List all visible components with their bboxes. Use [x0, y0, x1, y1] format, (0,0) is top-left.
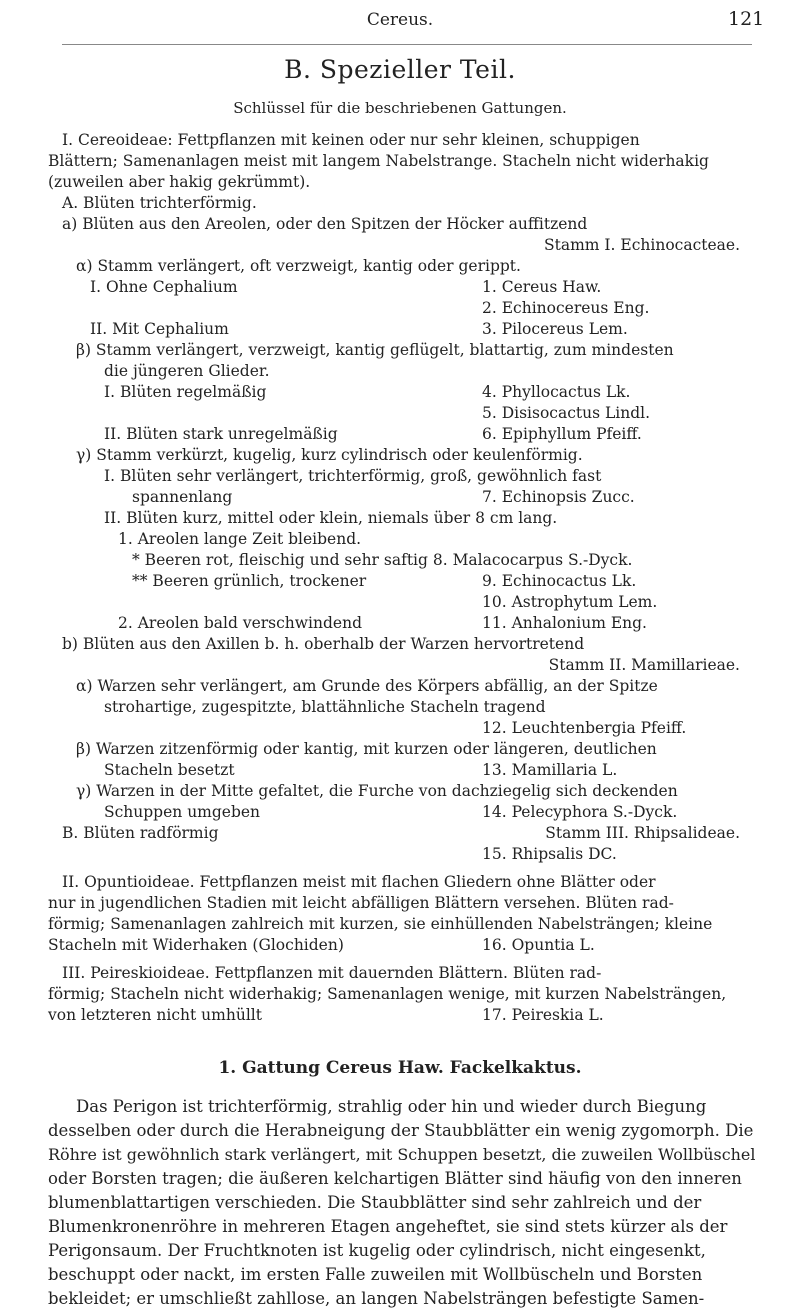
key-line: II. Blüten stark unregelmäßig	[104, 425, 338, 443]
key-line: förmig; Samenanlagen zahlreich mit kurzen, sie einhüllenden Nabelsträngen; kleine	[48, 915, 713, 933]
key-line: I. Blüten sehr verlängert, trichterförmig, groß, gewöhnlich fast	[104, 467, 602, 485]
key-genus: 17. Peireskia L.	[482, 1006, 604, 1024]
key-line: I. Cereoideae: Fettpflanzen mit keinen oder nur sehr kleinen, schuppigen	[62, 131, 640, 149]
key-line: II. Opuntioideae. Fettpflanzen meist mit flachen Gliedern ohne Blätter oder	[62, 873, 656, 891]
key-line: ** Beeren grünlich, trockener	[132, 572, 367, 590]
key-genus: 12. Leuchtenbergia Pfeiff.	[482, 719, 687, 737]
key-genus: 10. Astrophytum Lem.	[482, 593, 658, 611]
page-number: 121	[728, 8, 765, 30]
key-genus: 1. Cereus Haw.	[482, 278, 602, 296]
key-genus: 11. Anhalonium Eng.	[482, 614, 647, 632]
key-line: Stamm II. Mamillarieae.	[548, 656, 740, 674]
key-line: α) Warzen sehr verlängert, am Grunde des Körpers abfällig, an der Spitze	[76, 677, 658, 695]
key-line: I. Ohne Cephalium	[90, 278, 238, 296]
key-line: II. Blüten kurz, mittel oder klein, niemals über 8 cm lang.	[104, 509, 558, 527]
text-line: beschuppt oder nackt, im ersten Falle zuweilen mit Wollbüscheln und Borsten	[48, 1265, 703, 1284]
key-line: Stamm I. Echinocacteae.	[544, 236, 740, 254]
key-genus: 5. Disisocactus Lindl.	[482, 404, 651, 422]
text-line: Röhre ist gewöhnlich stark verlängert, mit Schuppen besetzt, die zuweilen Wollbüschel	[48, 1145, 756, 1164]
key-genus: 15. Rhipsalis DC.	[482, 845, 617, 863]
key-line: α) Stamm verlängert, oft verzweigt, kantig oder gerippt.	[76, 257, 521, 275]
key-line: III. Peireskioideae. Fettpflanzen mit dauernden Blättern. Blüten rad-	[62, 964, 602, 982]
text-line: Perigonsaum. Der Fruchtknoten ist kugelig oder cylindrisch, nicht eingesenkt,	[48, 1241, 706, 1260]
key-line: a) Blüten aus den Areolen, oder den Spitzen der Höcker auffitzend	[62, 215, 588, 233]
section-subtitle: Schlüssel für die beschriebenen Gattungen.	[233, 99, 567, 117]
running-header-title: Cereus.	[366, 10, 434, 30]
key-line: b) Blüten aus den Axillen b. h. oberhalb der Warzen hervortretend	[62, 635, 585, 653]
text-line: Das Perigon ist trichterförmig, strahlig oder hin und wieder durch Biegung	[76, 1097, 707, 1116]
key-line: β) Stamm verlängert, verzweigt, kantig geflügelt, blattartig, zum mindesten	[76, 341, 674, 359]
key-genus: 9. Echinocactus Lk.	[482, 572, 637, 590]
key-line: γ) Stamm verkürzt, kugelig, kurz cylindrisch oder keulenförmig.	[76, 446, 583, 464]
key-genus: 2. Echinocereus Eng.	[482, 299, 650, 317]
text-line: oder Borsten tragen; die äußeren kelchartigen Blätter sind häufig von den inneren	[48, 1169, 742, 1188]
key-line: * Beeren rot, fleischig und sehr saftig 8. Malacocarpus S.-Dyck.	[132, 551, 633, 569]
key-line: Stacheln besetzt	[104, 761, 235, 779]
key-line: A. Blüten trichterförmig.	[62, 194, 257, 212]
key-genus: 14. Pelecyphora S.-Dyck.	[482, 803, 678, 821]
key-line: γ) Warzen in der Mitte gefaltet, die Furche von dachziegelig sich deckenden	[76, 782, 678, 800]
genus-heading: 1. Gattung Cereus Haw. Fackelkaktus.	[218, 1058, 582, 1078]
text-line: desselben oder durch die Herabneigung der Staubblätter ein wenig zygomorph. Die	[48, 1121, 754, 1140]
key-line: förmig; Stacheln nicht widerhakig; Samenanlagen wenige, mit kurzen Nabelsträngen,	[48, 985, 727, 1003]
text-line: blumenblattartigen verschieden. Die Staubblätter sind sehr zahlreich und der	[48, 1193, 702, 1212]
text-line: bekleidet; er umschließt zahllose, an langen Nabelsträngen befestigte Samen-	[48, 1289, 705, 1308]
key-genus: 4. Phyllocactus Lk.	[482, 383, 631, 401]
key-line: strohartige, zugespitzte, blattähnliche Stacheln tragend	[104, 698, 546, 716]
key-line: Schuppen umgeben	[104, 803, 261, 821]
section-title: B. Spezieller Teil.	[284, 55, 516, 84]
key-line: I. Blüten regelmäßig	[104, 383, 267, 401]
key-genus: 16. Opuntia L.	[482, 936, 595, 954]
key-genus: 7. Echinopsis Zucc.	[482, 488, 635, 506]
key-line: (zuweilen aber hakig gekrümmt).	[48, 173, 311, 191]
key-line: Stamm III. Rhipsalideae.	[545, 824, 740, 842]
key-genus: 6. Epiphyllum Pfeiff.	[482, 425, 642, 443]
key-line: B. Blüten radförmig	[62, 824, 219, 842]
key-genus: 3. Pilocereus Lem.	[482, 320, 628, 338]
key-line: von letzteren nicht umhüllt	[48, 1006, 262, 1024]
key-line: β) Warzen zitzenförmig oder kantig, mit kurzen oder längeren, deutlichen	[76, 740, 657, 758]
text-line: Blumenkronenröhre in mehreren Etagen angeheftet, sie sind stets kürzer als der	[48, 1217, 728, 1236]
key-line: 1. Areolen lange Zeit bleibend.	[118, 530, 362, 548]
key-line: spannenlang	[132, 488, 233, 506]
header-rule	[62, 44, 752, 45]
key-line: Stacheln mit Widerhaken (Glochiden)	[48, 936, 344, 954]
key-genus: 13. Mamillaria L.	[482, 761, 618, 779]
key-line: Blättern; Samenanlagen meist mit langem Nabelstrange. Stacheln nicht widerhakig	[48, 152, 709, 170]
key-line: II. Mit Cephalium	[90, 320, 229, 338]
key-line: nur in jugendlichen Stadien mit leicht abfälligen Blättern versehen. Blüten rad-	[48, 894, 674, 912]
key-line: die jüngeren Glieder.	[104, 362, 270, 380]
key-line: 2. Areolen bald verschwindend	[118, 614, 362, 632]
